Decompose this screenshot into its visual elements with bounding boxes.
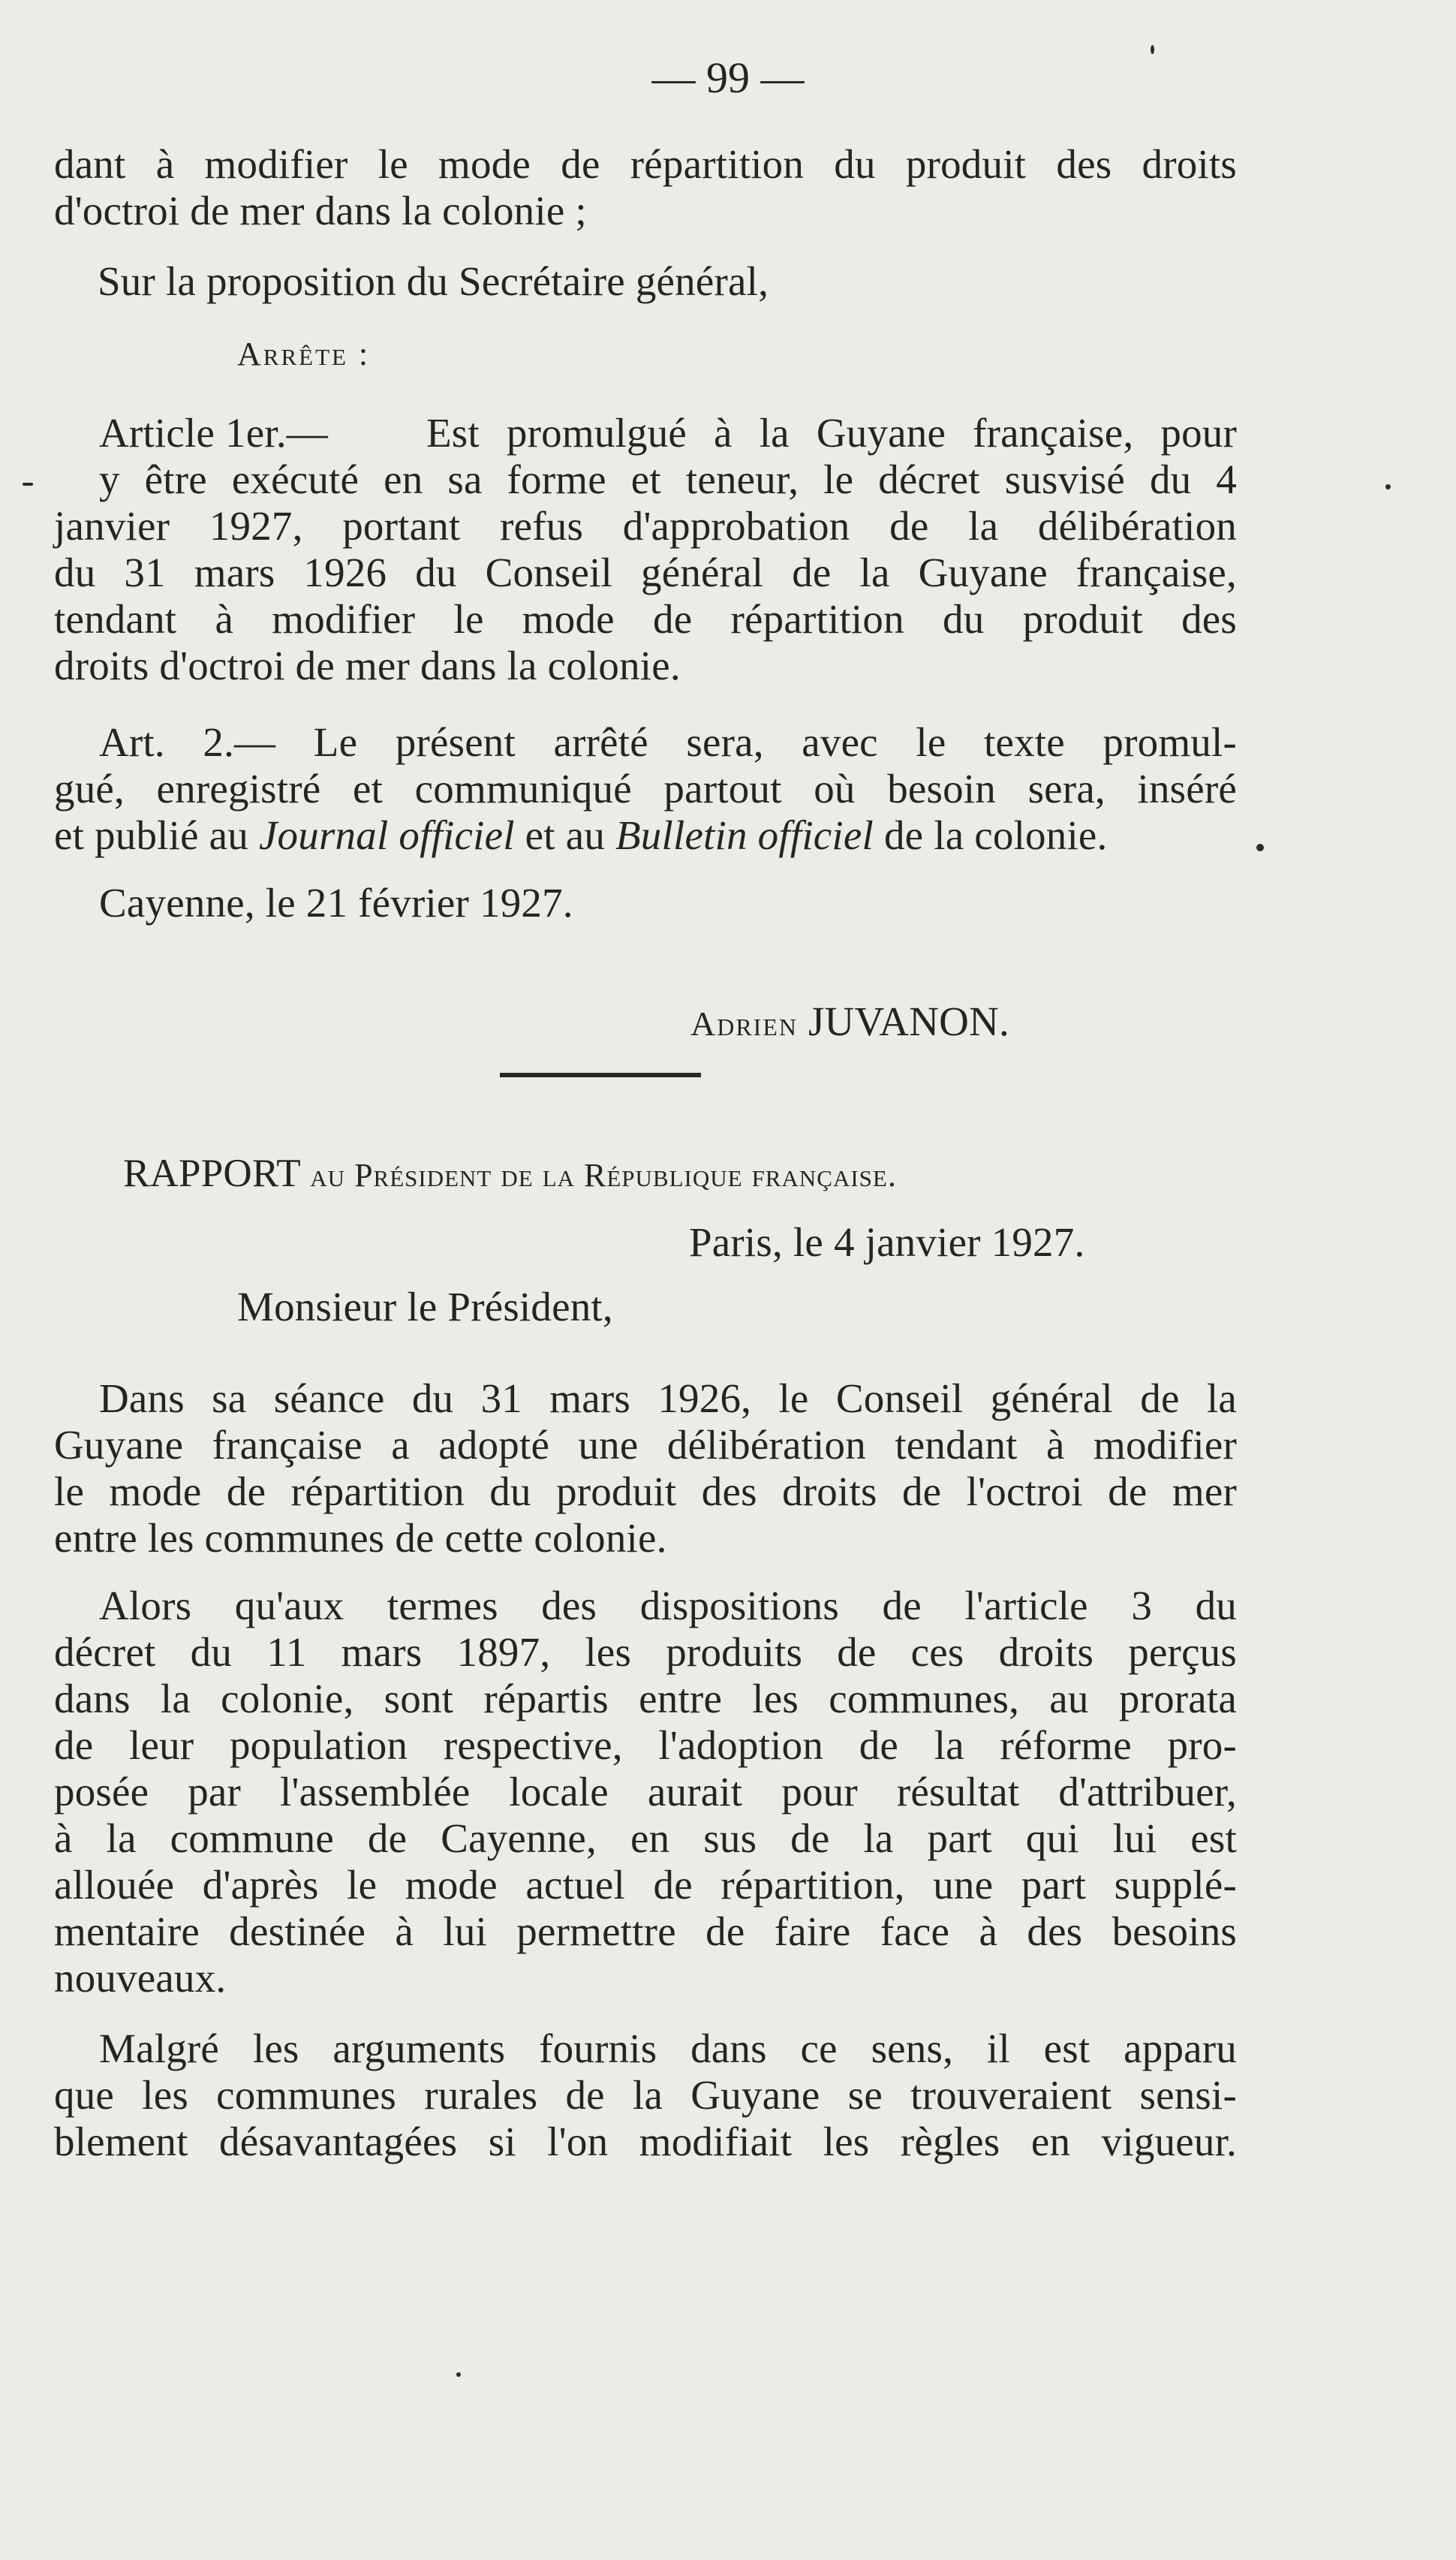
- date-line: Cayenne, le 21 février 1927.: [99, 880, 573, 926]
- text-line: dans la colonie, sont répartis entre les communes, au prorata: [54, 1676, 1237, 1721]
- text-line: dant à modifier le mode de répartition du produit des droits: [54, 141, 1237, 187]
- article-1-label: [99, 410, 328, 456]
- paper-speck: [1151, 45, 1154, 54]
- text-fragment: et publié au: [54, 812, 259, 858]
- text-line: le mode de répartition du produit des droits de l'octroi de mer: [54, 1468, 1237, 1514]
- text-line: Dans sa séance du 31 mars 1926, le Conseil général de la: [99, 1375, 1237, 1421]
- signature: [690, 998, 1009, 1047]
- article-1-label-text: Article 1er.—: [99, 410, 328, 456]
- section-divider: [500, 1073, 701, 1077]
- text-line: nouveaux.: [54, 1955, 227, 2001]
- paper-speck: [456, 2372, 461, 2377]
- paper-speck: [23, 483, 33, 486]
- place-date-line: Paris, le 4 janvier 1927.: [689, 1219, 1085, 1265]
- text-line: [54, 812, 1108, 859]
- paper-speck: [1385, 484, 1391, 489]
- signature-first-name: Adrien: [690, 1004, 798, 1043]
- text-line: Art. 2.— Le présent arrêté sera, avec le texte promul-: [99, 719, 1237, 765]
- text-line: entre les communes de cette colonie.: [54, 1515, 667, 1561]
- text-fragment: de la colonie.: [874, 812, 1108, 858]
- journal-officiel-title: Journal officiel: [258, 812, 515, 858]
- text-line: Alors qu'aux termes des dispositions de l'article 3 du: [99, 1583, 1237, 1628]
- text-line: janvier 1927, portant refus d'approbation de la délibération: [54, 503, 1237, 549]
- text-line: y être exécuté en sa forme et teneur, le décret susvisé du 4: [99, 456, 1237, 502]
- rapport-heading-subtitle: au Président de la République française.: [310, 1157, 897, 1194]
- text-line: Malgré les arguments fournis dans ce sens, il est apparu: [99, 2025, 1237, 2071]
- signature-last-name: JUVANON.: [808, 998, 1009, 1044]
- text-line: posée par l'assemblée locale aurait pour résultat d'attribuer,: [54, 1769, 1237, 1815]
- text-line: tendant à modifier le mode de répartition du produit des: [54, 596, 1237, 642]
- paper-speck: [1256, 844, 1264, 851]
- rapport-heading-title: RAPPORT: [123, 1152, 300, 1195]
- text-line: Est promulgué à la Guyane française, pour: [426, 410, 1237, 456]
- proposition-line: Sur la proposition du Secrétaire général,: [98, 258, 769, 304]
- arrete-heading: Arrête :: [237, 336, 371, 372]
- text-line: gué, enregistré et communiqué partout où besoin sera, inséré: [54, 766, 1237, 812]
- text-line: du 31 mars 1926 du Conseil général de la Guyane française,: [54, 550, 1237, 595]
- text-line: mentaire destinée à lui permettre de faire face à des besoins: [54, 1908, 1237, 1954]
- text-line: d'octroi de mer dans la colonie ;: [54, 188, 587, 233]
- rapport-heading: [123, 1150, 897, 1199]
- salutation: Monsieur le Président,: [237, 1284, 613, 1330]
- text-line: droits d'octroi de mer dans la colonie.: [54, 643, 681, 688]
- text-line: de leur population respective, l'adoption de la réforme pro-: [54, 1722, 1237, 1768]
- page-number: — 99 —: [651, 53, 805, 102]
- bulletin-officiel-title: Bulletin officiel: [615, 812, 874, 858]
- text-line: que les communes rurales de la Guyane se trouveraient sensi-: [54, 2072, 1237, 2118]
- text-line: à la commune de Cayenne, en sus de la part qui lui est: [54, 1815, 1237, 1861]
- text-line: blement désavantagées si l'on modifiait les règles en vigueur.: [54, 2119, 1237, 2164]
- text-line: décret du 11 mars 1897, les produits de ces droits perçus: [54, 1629, 1237, 1675]
- text-line: allouée d'après le mode actuel de répartition, une part supplé-: [54, 1862, 1237, 1908]
- text-fragment: et au: [514, 812, 615, 858]
- text-line: Guyane française a adopté une délibération tendant à modifier: [54, 1422, 1237, 1468]
